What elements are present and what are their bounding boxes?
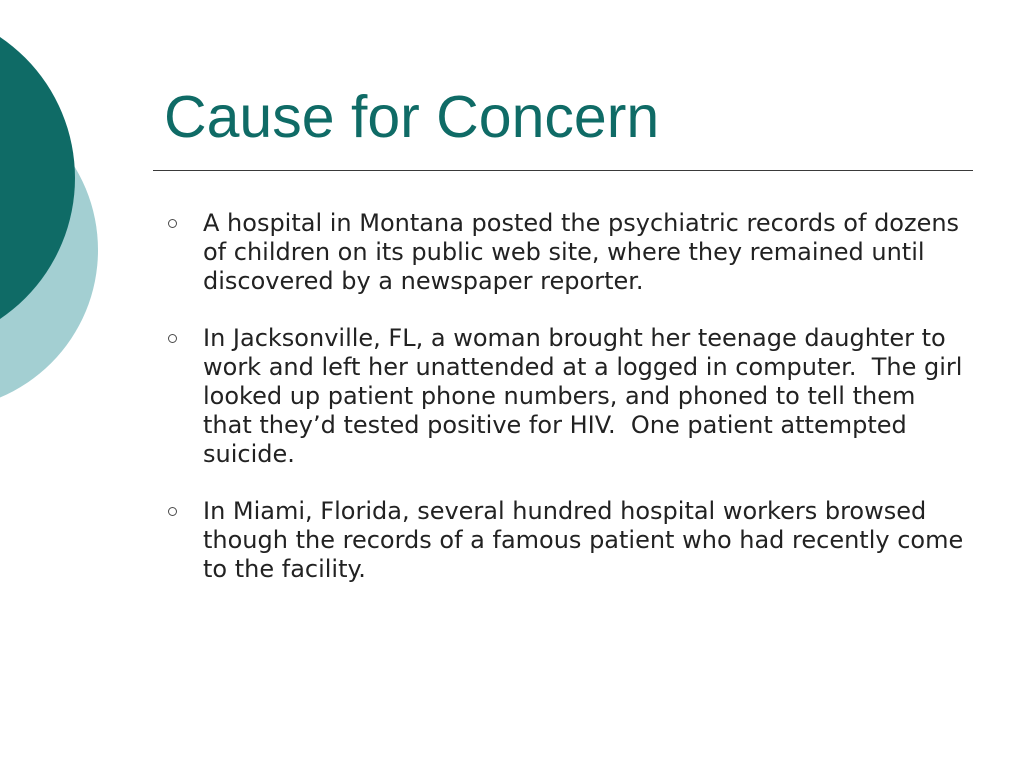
hollow-circle-bullet-icon: [168, 219, 177, 228]
bullet-text: In Jacksonville, FL, a woman brought her teenage daughter to work and left her unattended at a logged in computer. The girl looked up patient phone numbers, and phoned to tell them that they’d tested positive for HIV. One patient attempted suicide.: [203, 324, 971, 468]
hollow-circle-bullet-icon: [168, 334, 177, 343]
bullet-item-montana: [166, 209, 966, 296]
hollow-circle-bullet-icon: [168, 507, 177, 516]
title-divider: [153, 170, 973, 171]
slide-title: Cause for Concern: [164, 84, 660, 150]
bullet-text: In Miami, Florida, several hundred hospital workers browsed though the records of a famous patient who had recently come to the facility.: [203, 497, 971, 583]
bullet-item-jacksonville: [166, 324, 971, 469]
bullet-list: [166, 209, 971, 612]
bullet-item-miami: [166, 497, 971, 584]
bullet-text: A hospital in Montana posted the psychiatric records of dozens of children on its public web site, where they remained until discovered by a newspaper reporter.: [203, 209, 967, 295]
